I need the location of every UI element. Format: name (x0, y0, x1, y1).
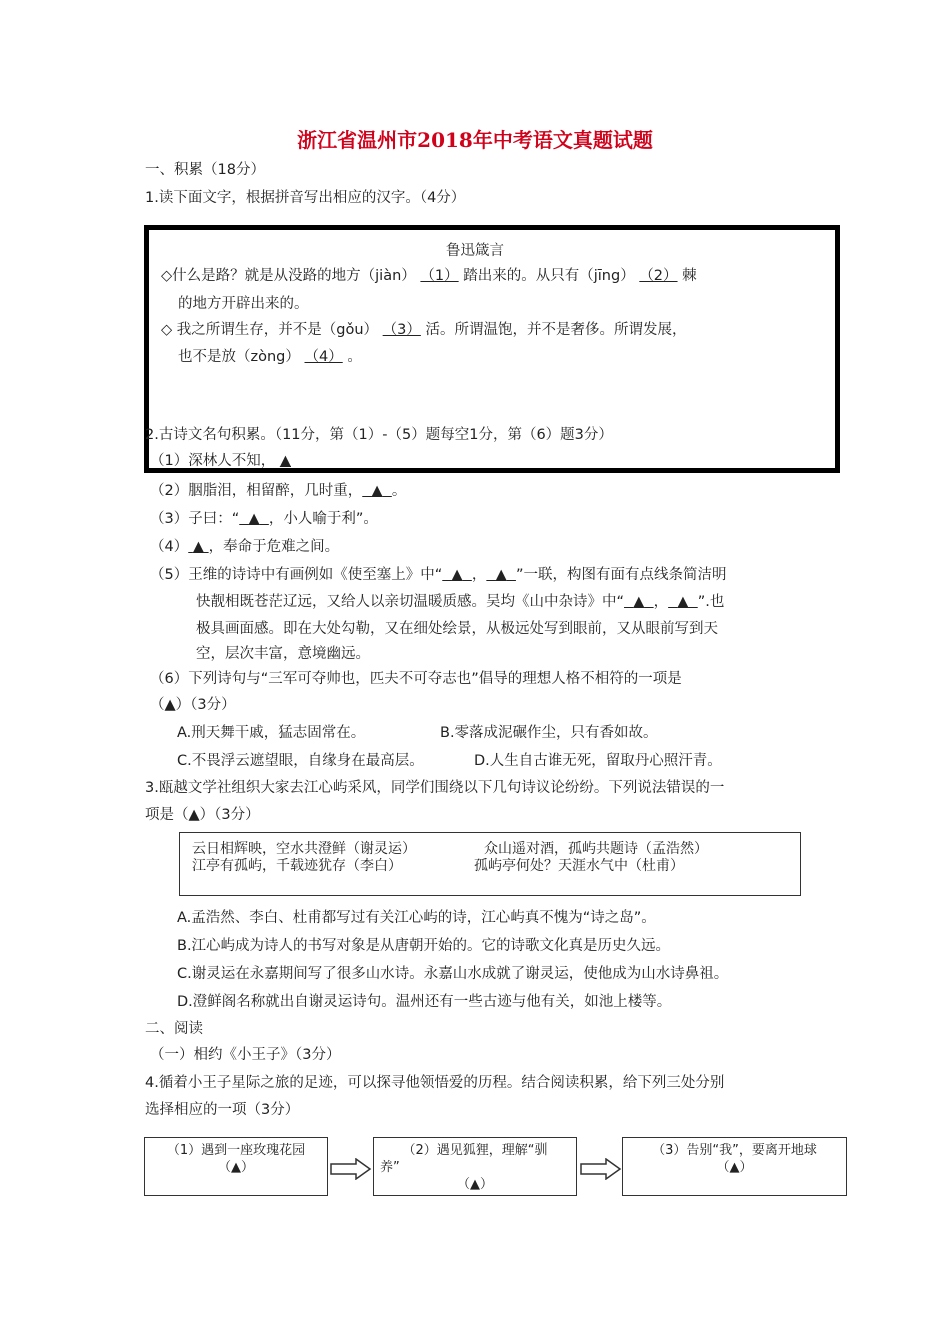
poem-1: 云日相辉映，空水共澄鲜（谢灵运） (192, 841, 416, 857)
question-3-line-2: 项是（▲）（3分） (145, 807, 260, 823)
poem-2: 众山遥对酒，孤屿共题诗（孟浩然） (484, 841, 708, 857)
question-text: ， (653, 594, 669, 610)
question-2-5-line-4: 空，层次丰富，意境幽远。 (196, 646, 370, 662)
quote-line-2: 的地方开辟出来的。 (178, 296, 309, 312)
question-2-5-line-3: 极具画面感。即在大处勾勒，又在细处绘景，从极远处写到眼前，又从眼前写到天 (196, 621, 718, 637)
option-6c: C.不畏浮云遮望眼，自缘身在最高层。 (177, 753, 424, 769)
question-2-3 (150, 507, 378, 528)
answer-blank: ▲ (371, 483, 383, 499)
option-3c: C.谢灵运在永嘉期间写了很多山水诗。永嘉山水成就了谢灵运，使他成为山水诗鼻祖。 (177, 966, 729, 982)
blank-2: （2） (639, 268, 678, 284)
flow-step-text: （1）遇到一座玫瑰花园 (166, 1143, 306, 1158)
flow-step-3 (622, 1137, 847, 1196)
question-text: （3）子曰：“ (150, 511, 240, 527)
quote-text: 踏出来的。从只有（jīng） (463, 268, 635, 284)
blank-3: （3） (382, 322, 421, 338)
flow-step-answer: （▲） (218, 1160, 254, 1175)
arrow-right-icon (580, 1158, 622, 1180)
option-3a: A.孟浩然、李白、杜甫都写过有关江心屿的诗，江心屿真不愧为“诗之岛”。 (177, 910, 656, 926)
question-1: 1.读下面文字，根据拼音写出相应的汉字。（4分） (145, 190, 466, 206)
option-3b: B.江心屿成为诗人的书写对象是从唐朝开始的。它的诗歌文化真是历史久远。 (177, 938, 671, 954)
quote-box-heading: 鲁迅箴言 (446, 243, 504, 259)
subsection-heading: （一）相约《小王子》（3分） (150, 1047, 341, 1063)
question-text: ，小人喻于利”。 (268, 511, 378, 527)
question-4: 4.循着小王子星际之旅的足迹，可以探寻他领悟爱的历程。结合阅读积累，给下列三处分别 (145, 1075, 725, 1091)
flow-step-answer: （▲） (457, 1177, 493, 1192)
poem-4: 孤屿亭何处？天涯水气中（杜甫） (474, 858, 684, 874)
question-2-5 (150, 563, 726, 584)
question-text: （1）深林人不知， (150, 453, 276, 469)
quote-text: 棘 (682, 268, 697, 284)
answer-blank: ▲ (495, 567, 507, 583)
quote-text: ◇ 我之所谓生存，并不是（gǒu） (161, 322, 379, 338)
option-6b: B.零落成泥碾作尘，只有香如故。 (440, 725, 658, 741)
quote-text: ◇什么是路？就是从没路的地方（jiàn） (161, 268, 416, 284)
flow-step-text: （3）告别“我”，要离开地球 (652, 1143, 817, 1158)
arrow-right-icon (330, 1158, 372, 1180)
question-2-5-line-2 (196, 590, 724, 611)
question-text: 快靓相既苍茫辽远，又给人以亲切温暖质感。吴均《山中杂诗》中“ (196, 594, 625, 610)
question-4-line-2: 选择相应的一项（3分） (145, 1102, 300, 1118)
quote-text: 。 (347, 349, 362, 365)
option-6a: A.刑天舞干戚，猛志固常在。 (177, 725, 366, 741)
quote-text: 活。所谓温饱，并不是奢侈。所谓发展， (425, 322, 687, 338)
question-2-2: （2）胭脂泪，相留醉，几时重， ▲ 。 (150, 483, 407, 499)
flow-step-text: 养” (380, 1160, 400, 1175)
quote-line-3 (161, 318, 686, 339)
flow-step-answer: （▲） (716, 1160, 753, 1175)
answer-blank: ▲ (633, 594, 645, 610)
answer-blank: ▲ (248, 511, 260, 527)
question-text: （5）王维的诗诗中有画例如《使至塞上》中“ (150, 567, 443, 583)
answer-blank: ▲ (279, 453, 291, 469)
question-2-6: （6）下列诗句与“三军可夺帅也，匹夫不可夺志也”倡导的理想人格不相符的一项是 (150, 671, 682, 687)
answer-blank: ▲ (677, 594, 689, 610)
blank-1: （1） (420, 268, 459, 284)
section-heading-accumulation: 一、积累（18分） (145, 162, 265, 178)
question-text: （4） (150, 539, 189, 555)
question-text: ， (471, 567, 487, 583)
answer-blank: ▲ (451, 567, 463, 583)
section-heading-reading: 二、阅读 (145, 1021, 203, 1037)
question-text: ，奉命于危难之间。 (208, 539, 340, 555)
quote-line-4 (178, 345, 362, 366)
question-2-4 (150, 535, 339, 556)
question-2-1 (150, 449, 291, 470)
option-6d: D.人生自古谁无死，留取丹心照汗青。 (474, 753, 722, 769)
poem-3: 江亭有孤屿，千载迹犹存（李白） (192, 858, 402, 874)
quote-line-1 (161, 264, 697, 285)
question-2-6-line-2: （▲）（3分） (150, 697, 236, 713)
question-3: 3.瓯越文学社组织大家去江心屿采风，同学们围绕以下几句诗议论纷纷。下列说法错误的一 (145, 780, 725, 796)
flow-step-text: （2）遇见狐狸，理解“驯 (402, 1143, 548, 1158)
page-title: 浙江省温州市2018年中考语文真题试题 (297, 128, 653, 152)
question-text: （2）胭脂泪，相留醉，几时重， (150, 483, 363, 499)
flow-step-1 (144, 1137, 328, 1196)
flow-step-2 (373, 1137, 577, 1196)
option-3d: D.澄鲜阁名称就出自谢灵运诗句。温州还有一些古迹与他有关，如池上楼等。 (177, 994, 672, 1010)
question-text: ”.也 (697, 594, 725, 610)
quote-text: 也不是放（zòng） (178, 349, 300, 365)
question-2: 2.古诗文名句积累。（11分，第（1）-（5）题每空1分，第（6）题3分） (145, 427, 613, 443)
blank-4: （4） (304, 349, 343, 365)
question-text: ”一联，构图有面有点线条简洁明 (515, 567, 727, 583)
answer-blank: ▲ (192, 539, 204, 555)
